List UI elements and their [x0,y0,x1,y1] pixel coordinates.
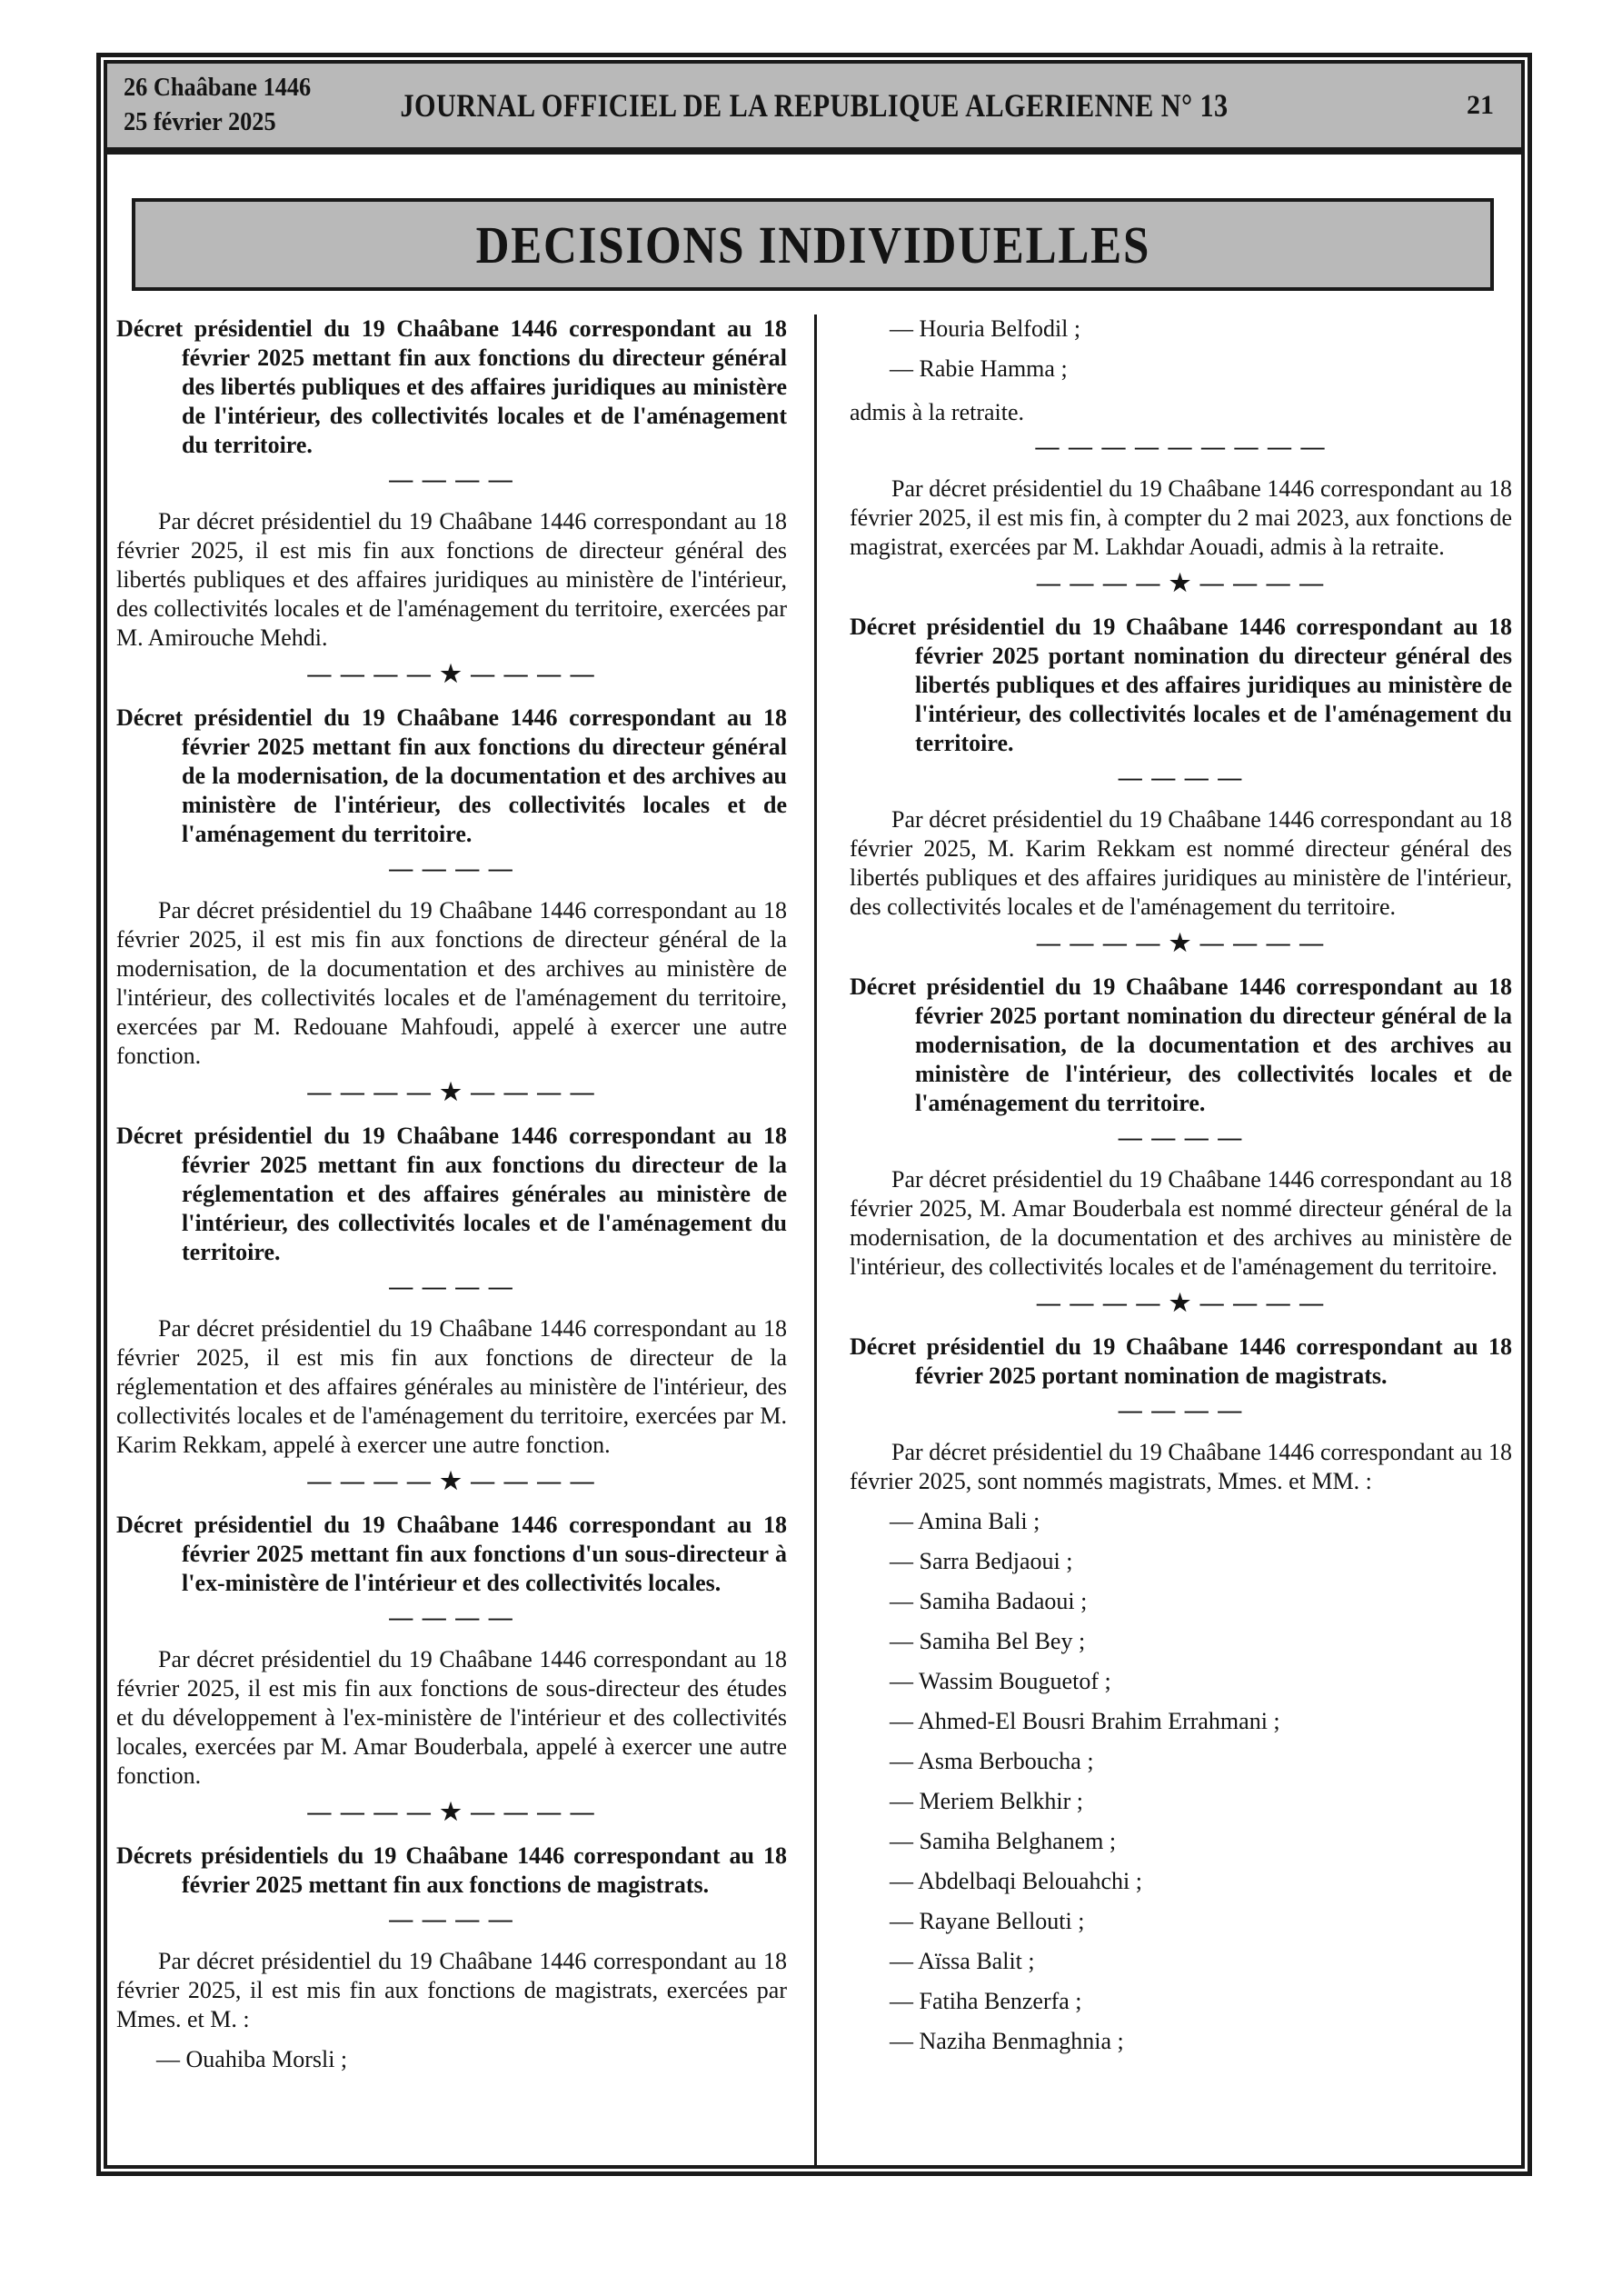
separator-dashes: — — — — [389,1273,514,1300]
decree-title: Décret présidentiel du 19 Chaâbane 1446 correspondant au 18 février 2025 portant nomination du directeur général des libertés publiques et des affaires juridiques au ministère de l'intérieur, des collectivités locales et de l'aménagement du territoire. [850,614,1512,756]
decree-title: Décret présidentiel du 19 Chaâbane 1446 correspondant au 18 février 2025 mettant fin aux fonctions du directeur général des libertés publiques et des affaires juridiques au ministère de l'intérieur, des collectivités locales et de l'aménagement du territoire. [116,315,787,458]
separator-dashes: — — — — [1118,764,1244,791]
separator-star: — — — — ★ — — — — [307,1079,596,1105]
decree-body: Par décret présidentiel du 19 Chaâbane 1446 correspondant au 18 février 2025, il est mis fin, à compter du 2 mai 2023, aux fonctions de magistrat, exercées par M. Lakhdar Aouadi, admis à la retraite. [850,475,1512,560]
decree-body: Par décret présidentiel du 19 Chaâbane 1446 correspondant au 18 février 2025, M. Karim Rekkam est nommé directeur général des libertés publiques et des affaires juridiques au ministère de l'intérieur, des collectivités locales et de l'aménagement du territoire. [850,806,1512,920]
right-column [814,314,1521,2165]
separator-dashes: — — — — [1118,1124,1244,1151]
page-frame [96,53,1532,2176]
decree-body: Par décret présidentiel du 19 Chaâbane 1446 correspondant au 18 février 2025, il est mis fin aux fonctions de magistrats, exercées par Mmes. et M. : [116,1948,787,2032]
separator-star: — — — — ★ — — — — [1036,1290,1326,1316]
section-banner-title: DECISIONS INDIVIDUELLES [475,215,1150,275]
decree-title: Décret présidentiel du 19 Chaâbane 1446 correspondant au 18 février 2025 mettant fin aux fonctions du directeur de la réglementation et des affaires générales au ministère de l'intérieur, des collectivités locales et de l'aménagement du territoire. [116,1123,787,1265]
page-frame-inner [104,60,1525,2169]
separator-star: — — — — ★ — — — — [307,661,596,687]
magistrate-list-item: — Houria Belfodil ; [890,315,1081,342]
separator-dashes: — — — — [389,1906,514,1932]
decree-title: Décret présidentiel du 19 Chaâbane 1446 correspondant au 18 février 2025 portant nomination du directeur général de la modernisation, de la documentation et des archives au ministère de l'intérieur, des collectivités locales et de l'aménagement du territoire. [850,973,1512,1116]
magistrate-list-item: — Samiha Bel Bey ; [890,1628,1086,1654]
separator-star: — — — — ★ — — — — [1036,570,1326,596]
decree-body: Par décret présidentiel du 19 Chaâbane 1446 correspondant au 18 février 2025, il est mis fin aux fonctions de sous-directeur des études et du développement à l'ex-ministère de l'intérieur et des collectivités locales, exercées par M. Amar Bouderbala, appelé à exercer une autre fonction. [116,1646,787,1789]
decree-body: Par décret présidentiel du 19 Chaâbane 1446 correspondant au 18 février 2025, il est mis fin aux fonctions de directeur de la réglementation et des affaires générales au ministère de l'intérieur, des collectivités locales et de l'aménagement du territoire, exercées par M. Karim Rekkam, appelé à exercer une autre fonction. [116,1315,787,1458]
left-column [107,314,814,2165]
magistrate-list-item: — Naziha Benmaghnia ; [890,2028,1124,2054]
content-columns [107,314,1521,2165]
separator-long-dashes: — — — — — — — — — [1035,434,1327,460]
list-closing-line: admis à la retraite. [850,399,1025,425]
issue-dates [124,71,311,140]
decree-title: Décret présidentiel du 19 Chaâbane 1446 correspondant au 18 février 2025 mettant fin aux fonctions du directeur général de la modernisation, de la documentation et des archives au ministère de l'intérieur, des collectivités locales et de l'aménagement du territoire. [116,704,787,847]
separator-star: — — — — ★ — — — — [1036,930,1326,956]
magistrate-list-item: — Rayane Bellouti ; [890,1908,1085,1934]
separator-dashes: — — — — [389,1604,514,1631]
magistrate-list-item: — Abdelbaqi Belouahchi ; [890,1868,1143,1894]
journal-title: JOURNAL OFFICIEL DE LA REPUBLIQUE ALGERIENNE N° 13 [400,87,1229,124]
masthead [107,64,1521,155]
magistrate-list-item: — Meriem Belkhir ; [890,1788,1084,1814]
separator-dashes: — — — — [389,855,514,882]
decree-body: Par décret présidentiel du 19 Chaâbane 1446 correspondant au 18 février 2025, M. Amar Bouderbala est nommé directeur général de la modernisation, de la documentation et des archives au ministère de l'intérieur, des collectivités locales et de l'aménagement du territoire. [850,1166,1512,1280]
section-banner [132,198,1494,291]
page-number: 21 [1467,90,1494,120]
magistrate-list-item: — Fatiha Benzerfa ; [890,1988,1082,2014]
date-hijri: 26 Chaâbane 1446 [124,74,312,102]
decree-title: Décret présidentiel du 19 Chaâbane 1446 correspondant au 18 février 2025 portant nomination de magistrats. [850,1333,1512,1389]
decree-title: Décrets présidentiels du 19 Chaâbane 1446 correspondant au 18 février 2025 mettant fin aux fonctions de magistrats. [116,1842,787,1898]
magistrate-list-item: — Wassim Bouguetof ; [890,1668,1111,1694]
magistrate-list-item: — Ahmed-El Bousri Brahim Errahmani ; [890,1708,1280,1734]
magistrate-list-item: — Ouahiba Morsli ; [156,2046,348,2072]
magistrate-list-item: — Rabie Hamma ; [890,355,1068,382]
decree-body: Par décret présidentiel du 19 Chaâbane 1446 correspondant au 18 février 2025, il est mis fin aux fonctions de directeur général de la modernisation, de la documentation et des archives au ministère de l'intérieur, des collectivités locales et de l'aménagement du territoire, exercées par M. Redouane Mahfoudi, appelé à exercer une autre fonction. [116,897,787,1069]
separator-dashes: — — — — [1118,1397,1244,1423]
magistrate-list-item: — Asma Berboucha ; [890,1748,1094,1774]
separator-dashes: — — — — [389,466,514,493]
date-gregorian: 25 février 2025 [124,108,276,136]
separator-star: — — — — ★ — — — — [307,1799,596,1825]
decree-body: Par décret présidentiel du 19 Chaâbane 1446 correspondant au 18 février 2025, sont nommés magistrats, Mmes. et MM. : [850,1439,1512,1494]
decree-body: Par décret présidentiel du 19 Chaâbane 1446 correspondant au 18 février 2025, il est mis fin aux fonctions de directeur général des libertés publiques et des affaires juridiques au ministère de l'intérieur, des collectivités locales et de l'aménagement du territoire, exercées par M. Amirouche Mehdi. [116,508,787,651]
magistrate-list-item: — Samiha Badaoui ; [890,1588,1088,1614]
decree-title: Décret présidentiel du 19 Chaâbane 1446 correspondant au 18 février 2025 mettant fin aux fonctions d'un sous-directeur à l'ex-ministère de l'intérieur et des collectivités locales. [116,1512,787,1596]
magistrate-list-item: — Aïssa Balit ; [890,1948,1035,1974]
separator-star: — — — — ★ — — — — [307,1468,596,1494]
magistrate-list-item: — Sarra Bedjaoui ; [890,1548,1073,1574]
magistrate-list-item: — Samiha Belghanem ; [890,1828,1117,1854]
magistrate-list-item: — Amina Bali ; [890,1508,1040,1534]
